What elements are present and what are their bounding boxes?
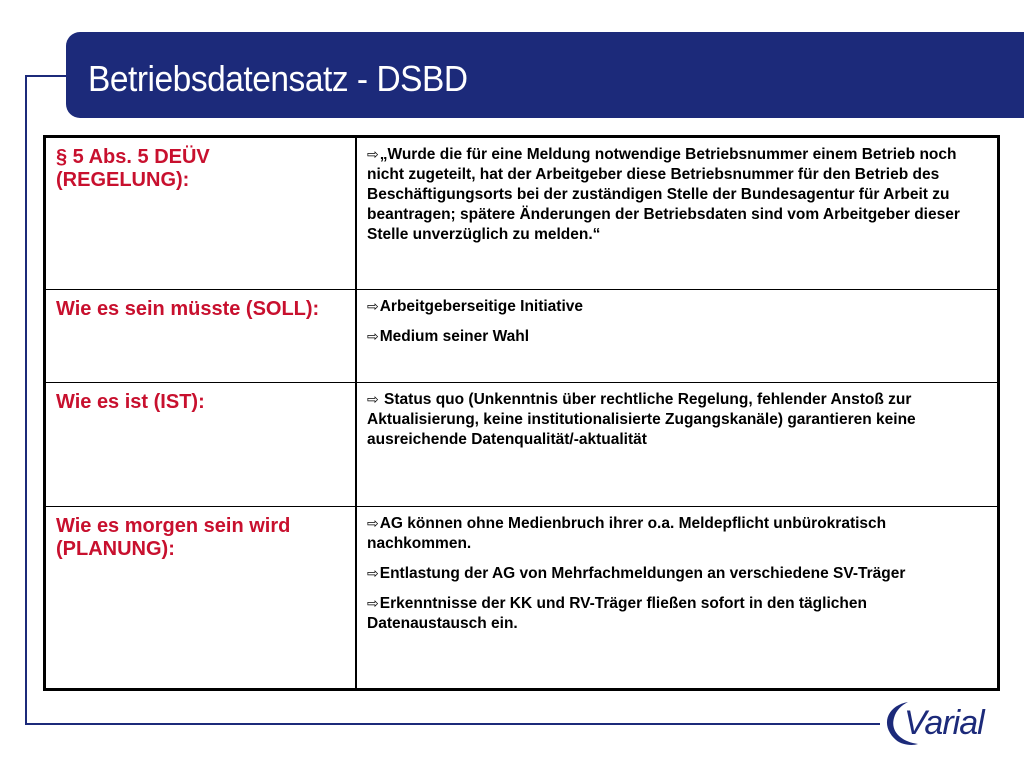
frame-line-left <box>25 75 27 725</box>
table-row-ist <box>45 383 999 507</box>
list-item: ⇨AG können ohne Medienbruch ihrer o.a. Meldepflicht unbürokratisch nachkommen. <box>367 515 887 552</box>
table-row-regelung <box>45 137 999 290</box>
title-bar <box>66 32 1024 118</box>
list-item: ⇨ Status quo (Unkenntnis über rechtliche Regelung, fehlender Anstoß zur Aktualisierung, keine institutionalisierte Zugangskanäle) garantieren keine ausreichende Datenqualität/-aktualität <box>367 391 916 448</box>
outlined-right-arrow-icon: ⇨ <box>367 565 379 581</box>
row-label-soll: Wie es sein müsste (SOLL): <box>45 290 357 383</box>
outlined-right-arrow-icon: ⇨ <box>367 515 379 531</box>
row-body-planung <box>356 507 999 690</box>
list-item: ⇨Medium seiner Wahl <box>367 328 530 345</box>
list-item: ⇨„Wurde die für eine Meldung notwendige Betriebsnummer einem Betrieb noch nicht zugeteilt, hat der Arbeitgeber diese Betriebsnummer für den Betrieb des Beschäftigungsorts bei der zuständigen Stelle der Bundesagentur für Arbeit zu beantragen; spätere Änderungen der Betriebsdaten sind vom Arbeitgeber dieser Stelle unverzüglich zu melden.“ <box>367 146 960 243</box>
slide-title: Betriebsdatensatz - DSBD <box>88 58 468 99</box>
varial-logo <box>878 696 1008 750</box>
list-item: ⇨Entlastung der AG von Mehrfachmeldungen an verschiedene SV-Träger <box>367 565 906 582</box>
logo-text: Varial <box>904 704 984 742</box>
content-table <box>43 135 1000 691</box>
outlined-right-arrow-icon: ⇨ <box>367 391 379 407</box>
frame-line-bottom <box>25 723 880 725</box>
table-row-planung <box>45 507 999 690</box>
outlined-right-arrow-icon: ⇨ <box>367 328 379 344</box>
outlined-right-arrow-icon: ⇨ <box>367 298 379 314</box>
row-label-regelung: § 5 Abs. 5 DEÜV (REGELUNG): <box>45 137 357 290</box>
row-body-regelung <box>356 137 999 290</box>
frame-line-top <box>25 75 70 77</box>
list-item: ⇨Erkenntnisse der KK und RV-Träger fließen sofort in den täglichen Datenaustausch ein. <box>367 595 867 632</box>
outlined-right-arrow-icon: ⇨ <box>367 146 379 162</box>
outlined-right-arrow-icon: ⇨ <box>367 595 379 611</box>
row-label-ist: Wie es ist (IST): <box>45 383 357 507</box>
list-item: ⇨Arbeitgeberseitige Initiative <box>367 298 584 315</box>
row-body-ist <box>356 383 999 507</box>
row-body-soll <box>356 290 999 383</box>
row-label-planung: Wie es morgen sein wird (PLANUNG): <box>45 507 357 690</box>
table-row-soll <box>45 290 999 383</box>
